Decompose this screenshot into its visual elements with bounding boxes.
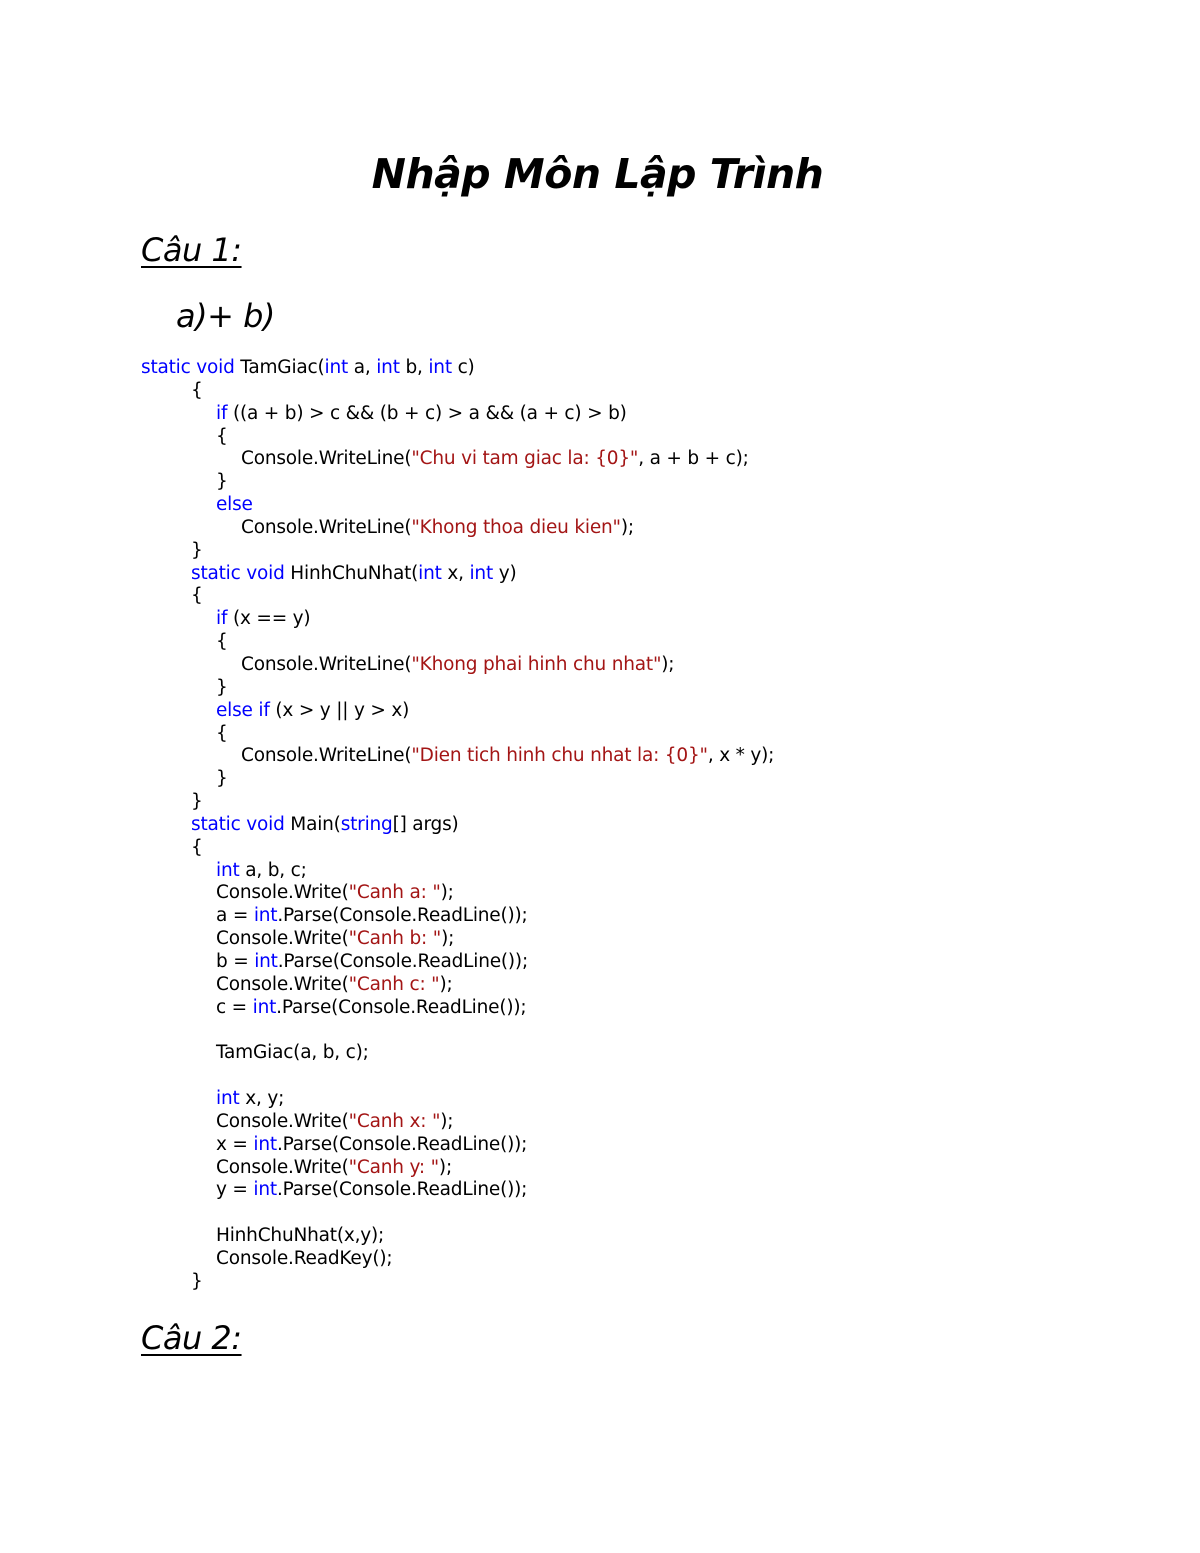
code-keyword: else — [216, 494, 253, 516]
code-line — [141, 723, 1041, 746]
code-text: Console.WriteLine( — [241, 448, 412, 470]
code-keyword: int — [418, 562, 442, 584]
code-text: } — [216, 471, 228, 493]
code-text: [] args) — [392, 813, 459, 835]
code-keyword: int — [216, 859, 240, 881]
code-text: ); — [440, 1110, 454, 1132]
code-text: } — [191, 791, 203, 813]
code-keyword: static void — [191, 813, 285, 835]
code-line — [141, 997, 1041, 1020]
code-text: a, — [348, 357, 377, 378]
code-text: .Parse(Console.ReadLine()); — [277, 905, 528, 927]
code-block — [141, 357, 1041, 1294]
code-line — [141, 860, 1041, 883]
code-line — [141, 563, 1041, 586]
code-keyword: int — [376, 357, 400, 378]
code-text: , x * y); — [707, 745, 775, 767]
code-line — [141, 951, 1041, 974]
code-text: (x == y) — [227, 608, 311, 630]
code-text: ); — [661, 653, 675, 675]
document-title: Nhập Môn Lập Trình — [371, 150, 824, 198]
code-line — [141, 471, 1041, 494]
code-text: Console.WriteLine( — [241, 745, 412, 767]
code-text: ); — [441, 928, 455, 950]
code-line — [141, 768, 1041, 791]
code-keyword: int — [469, 562, 494, 584]
code-text: { — [216, 425, 228, 447]
code-keyword: int — [254, 950, 278, 972]
code-string: "Canh a: " — [348, 882, 441, 904]
code-line — [141, 700, 1041, 723]
code-line — [141, 1111, 1041, 1134]
code-text: Console.ReadKey(); — [216, 1247, 393, 1269]
code-text: Console.Write( — [216, 1156, 349, 1178]
code-text: , a + b + c); — [638, 448, 749, 470]
code-text: .Parse(Console.ReadLine()); — [276, 1179, 528, 1201]
code-text: ); — [440, 882, 454, 904]
code-text: HinhChuNhat(x,y); — [216, 1225, 385, 1247]
code-string: "Canh y: " — [348, 1156, 439, 1178]
code-line — [141, 837, 1041, 860]
subheading-a-b: a)+ b) — [176, 297, 275, 335]
code-keyword: string — [340, 813, 393, 835]
code-text: x, — [441, 562, 470, 584]
code-text: { — [191, 585, 203, 607]
code-line — [141, 1271, 1041, 1294]
code-string: "Dien tich hinh chu nhat la: {0}" — [411, 745, 708, 767]
code-text: c = — [216, 996, 253, 1018]
code-text: HinhChuNhat( — [284, 562, 419, 584]
code-keyword: int — [253, 1179, 277, 1201]
code-line — [141, 494, 1041, 517]
code-line — [141, 974, 1041, 997]
code-line — [141, 1157, 1041, 1180]
code-keyword: static void — [141, 357, 235, 378]
code-line — [141, 814, 1041, 837]
code-text: { — [216, 722, 228, 744]
code-text: Console.WriteLine( — [241, 516, 412, 538]
code-line — [141, 928, 1041, 951]
code-line — [141, 1202, 1041, 1225]
code-keyword: int — [428, 357, 452, 378]
code-keyword: if — [216, 608, 228, 630]
code-text: ); — [438, 1156, 452, 1178]
code-string: "Canh b: " — [348, 928, 442, 950]
code-line — [141, 1134, 1041, 1157]
code-text: c) — [451, 357, 475, 378]
code-line — [141, 631, 1041, 654]
code-text: } — [191, 539, 203, 561]
code-text: { — [191, 836, 203, 858]
code-text: ); — [620, 516, 634, 538]
code-line — [141, 540, 1041, 563]
code-text: } — [216, 676, 228, 698]
code-text: Console.Write( — [216, 882, 349, 904]
code-text: .Parse(Console.ReadLine()); — [277, 950, 528, 972]
code-line — [141, 791, 1041, 814]
code-text: y = — [216, 1179, 254, 1201]
code-line — [141, 1019, 1041, 1042]
code-text: Main( — [284, 813, 341, 835]
code-text: b = — [216, 950, 255, 972]
code-line — [141, 1225, 1041, 1248]
code-keyword: int — [216, 1088, 240, 1109]
code-line — [141, 1042, 1041, 1065]
code-text: { — [216, 631, 228, 653]
code-line — [141, 1179, 1041, 1202]
code-line — [141, 380, 1041, 403]
code-text: Console.Write( — [216, 973, 349, 995]
code-string: "Canh x: " — [348, 1110, 441, 1132]
code-line — [141, 1088, 1041, 1111]
code-keyword: static void — [191, 562, 285, 584]
code-keyword: int — [252, 996, 277, 1018]
code-keyword: else if — [216, 699, 270, 721]
code-text: } — [216, 768, 228, 790]
code-line — [141, 585, 1041, 608]
section-heading-cau-2: Câu 2: — [141, 1319, 242, 1357]
code-text: ); — [439, 973, 453, 995]
code-keyword: int — [253, 1133, 277, 1155]
code-line — [141, 403, 1041, 426]
code-text: x = — [216, 1133, 254, 1155]
code-text: a = — [216, 905, 254, 927]
code-keyword: int — [324, 357, 349, 378]
code-line — [141, 448, 1041, 471]
code-line — [141, 426, 1041, 449]
code-line — [141, 654, 1041, 677]
code-line — [141, 677, 1041, 700]
code-line — [141, 905, 1041, 928]
code-line — [141, 1248, 1041, 1271]
code-text: Console.Write( — [216, 1110, 349, 1132]
code-text: { — [191, 379, 203, 401]
code-text: .Parse(Console.ReadLine()); — [276, 996, 527, 1018]
code-string: "Chu vi tam giac la: {0}" — [411, 448, 639, 470]
code-text: x, y; — [239, 1088, 285, 1109]
code-line — [141, 608, 1041, 631]
code-text: .Parse(Console.ReadLine()); — [276, 1133, 528, 1155]
code-keyword: if — [216, 402, 228, 424]
code-text: TamGiac( — [234, 357, 325, 378]
code-line — [141, 517, 1041, 540]
code-string: "Canh c: " — [348, 973, 440, 995]
code-line — [141, 1065, 1041, 1088]
code-text: b, — [399, 357, 429, 378]
section-heading-cau-1: Câu 1: — [141, 231, 242, 269]
code-text: TamGiac(a, b, c); — [216, 1042, 369, 1064]
code-string: "Khong phai hinh chu nhat" — [411, 653, 662, 675]
code-line — [141, 882, 1041, 905]
code-text: ((a + b) > c && (b + c) > a && (a + c) > b) — [227, 402, 627, 424]
code-keyword: int — [253, 905, 278, 927]
code-text: a, b, c; — [239, 859, 307, 881]
code-text: Console.WriteLine( — [241, 653, 412, 675]
code-line — [141, 357, 1041, 380]
code-text: y) — [493, 562, 517, 584]
code-text: } — [191, 1270, 203, 1292]
code-text: (x > y || y > x) — [269, 699, 410, 721]
code-string: "Khong thoa dieu kien" — [411, 516, 621, 538]
code-text: Console.Write( — [216, 928, 349, 950]
code-line — [141, 745, 1041, 768]
